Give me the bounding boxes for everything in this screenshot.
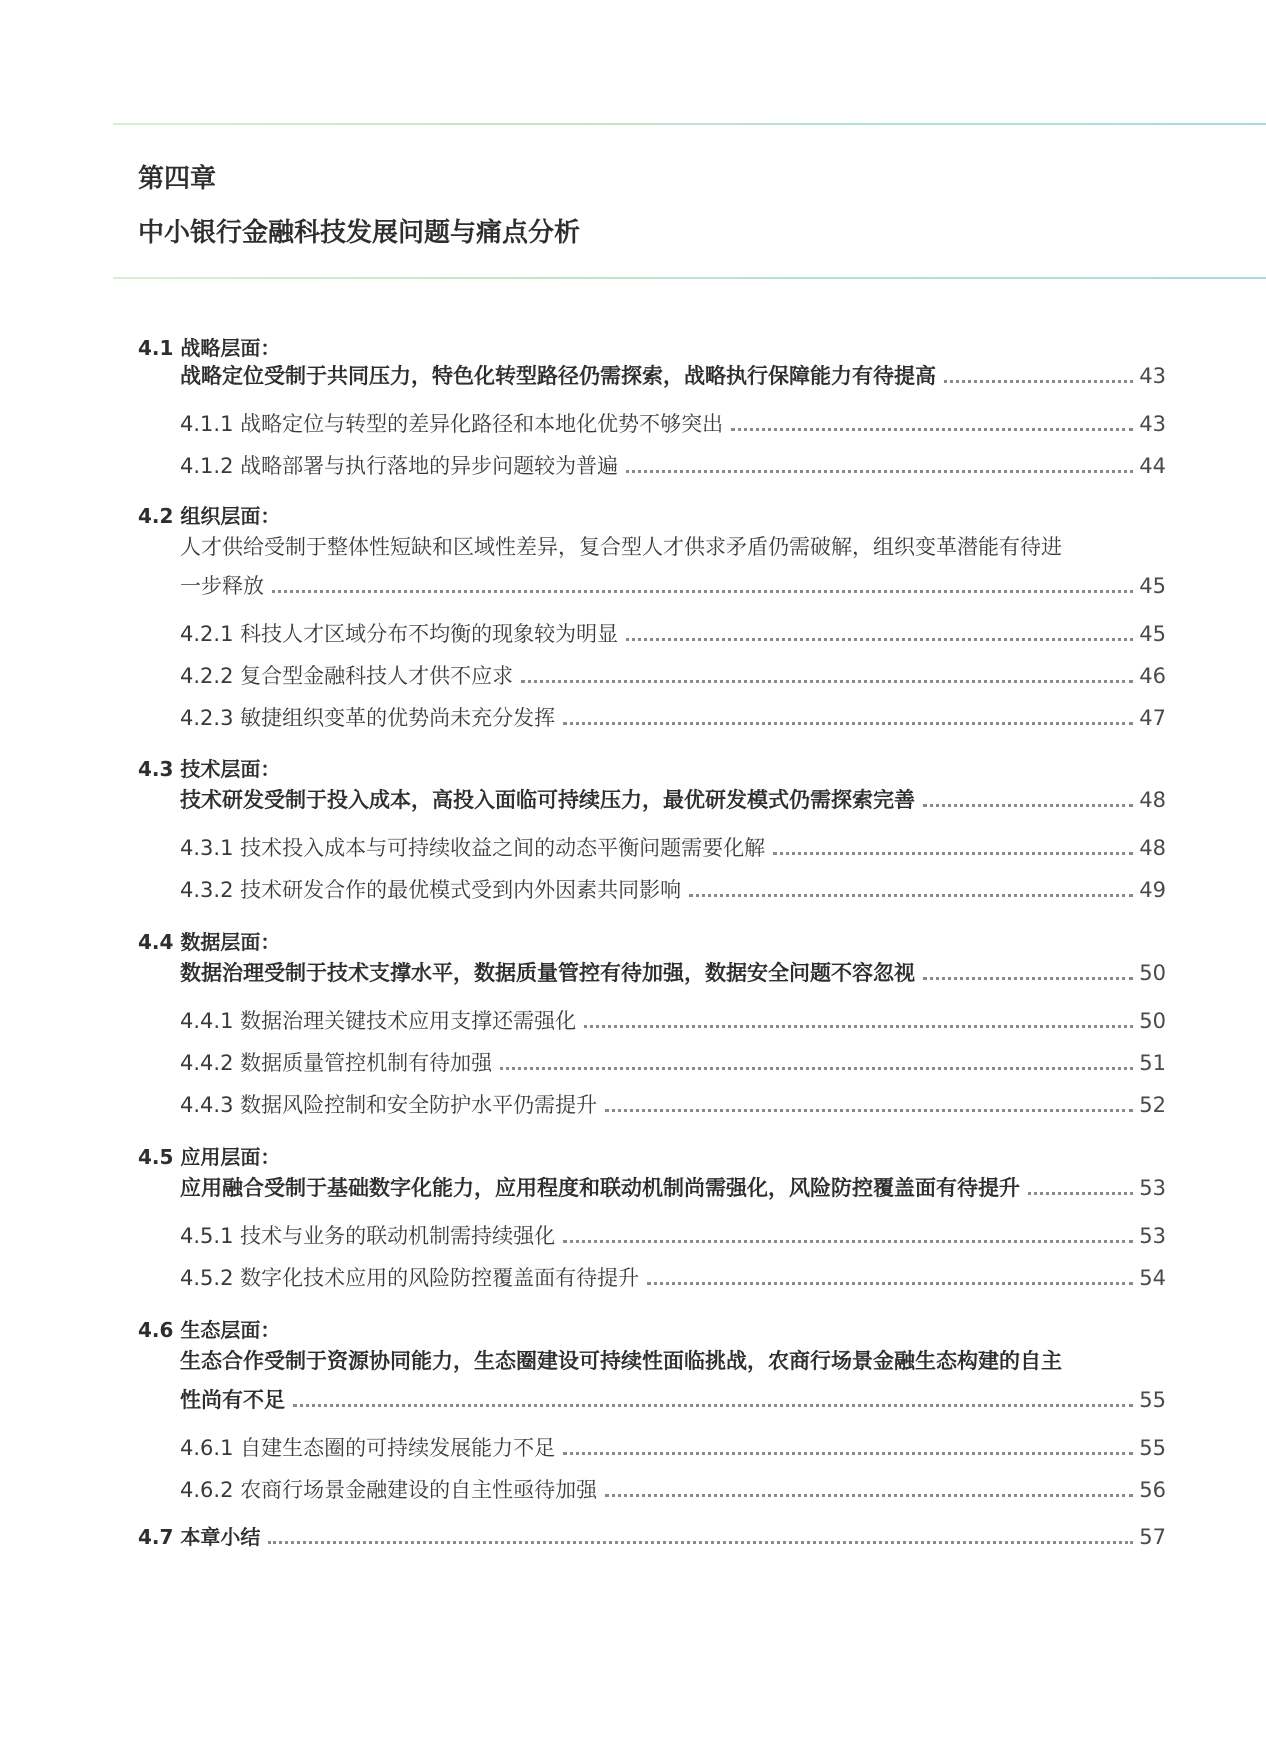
leader-dots <box>626 470 1133 473</box>
leader-dots <box>773 852 1133 855</box>
leader-dots <box>272 590 1133 593</box>
page-number: 43 <box>1139 364 1166 388</box>
toc-entry-4-1-2[interactable]: 4.1.2 战略部署与执行落地的异步问题较为普遍 44 <box>180 454 1166 478</box>
leader-dots <box>605 1494 1133 1497</box>
toc-entry-4-3-1[interactable]: 4.3.1 技术投入成本与可持续收益之间的动态平衡问题需要化解 48 <box>180 836 1166 860</box>
toc-entry-4-4-1[interactable]: 4.4.1 数据治理关键技术应用支撑还需强化 50 <box>180 1009 1166 1033</box>
leader-dots <box>293 1404 1133 1407</box>
page-number: 43 <box>1139 412 1166 436</box>
toc-entry-4-6-summary-line1[interactable]: 生态合作受制于资源协同能力，生态圈建设可持续性面临挑战，农商行场景金融生态构建的自主 <box>180 1349 1062 1373</box>
leader-dots <box>1028 1192 1133 1195</box>
toc-entry-4-4-2[interactable]: 4.4.2 数据质量管控机制有待加强 51 <box>180 1051 1166 1075</box>
leader-dots <box>563 1452 1133 1455</box>
leader-dots <box>563 1240 1133 1243</box>
page-number: 48 <box>1139 836 1166 860</box>
toc-entry-4-3-2[interactable]: 4.3.2 技术研发合作的最优模式受到内外因素共同影响 49 <box>180 878 1166 902</box>
leader-dots <box>268 1541 1133 1544</box>
toc-entry-4-2-summary[interactable]: 一步释放 45 <box>180 574 1166 598</box>
leader-dots <box>923 804 1133 807</box>
page-number: 57 <box>1139 1525 1166 1549</box>
page-number: 51 <box>1139 1051 1166 1075</box>
leader-dots <box>689 894 1133 897</box>
section-heading-4-5: 4.5 应用层面： <box>138 1145 281 1169</box>
page-number: 48 <box>1139 788 1166 812</box>
section-heading-4-4: 4.4 数据层面： <box>138 930 281 954</box>
toc-entry-4-6-2[interactable]: 4.6.2 农商行场景金融建设的自主性亟待加强 56 <box>180 1478 1166 1502</box>
page-number: 45 <box>1139 574 1166 598</box>
chapter-label: 第四章 <box>138 164 217 194</box>
toc-entry-4-2-summary-line1[interactable]: 人才供给受制于整体性短缺和区域性差异，复合型人才供求矛盾仍需破解，组织变革潜能有待进 <box>180 535 1062 559</box>
leader-dots <box>584 1025 1133 1028</box>
toc-entry-4-7[interactable]: 4.7 本章小结 57 <box>138 1525 1166 1549</box>
section-heading-4-2: 4.2 组织层面： <box>138 504 281 528</box>
toc-entry-4-6-summary[interactable]: 性尚有不足 55 <box>180 1388 1166 1412</box>
page-number: 50 <box>1139 1009 1166 1033</box>
page-number: 44 <box>1139 454 1166 478</box>
page-number: 56 <box>1139 1478 1166 1502</box>
leader-dots <box>563 722 1133 725</box>
leader-dots <box>626 638 1133 641</box>
toc-entry-4-1-summary[interactable]: 战略定位受制于共同压力，特色化转型路径仍需探索，战略执行保障能力有待提高 43 <box>180 364 1166 388</box>
toc-entry-4-2-1[interactable]: 4.2.1 科技人才区域分布不均衡的现象较为明显 45 <box>180 622 1166 646</box>
leader-dots <box>731 428 1133 431</box>
toc-entry-4-5-1[interactable]: 4.5.1 技术与业务的联动机制需持续强化 53 <box>180 1224 1166 1248</box>
page-number: 55 <box>1139 1436 1166 1460</box>
chapter-title: 中小银行金融科技发展问题与痛点分析 <box>138 218 581 248</box>
toc-entry-4-5-summary[interactable]: 应用融合受制于基础数字化能力，应用程度和联动机制尚需强化，风险防控覆盖面有待提升 53 <box>180 1176 1166 1200</box>
page-number: 50 <box>1139 961 1166 985</box>
section-heading-4-1: 4.1 战略层面： <box>138 336 281 360</box>
toc-entry-4-2-2[interactable]: 4.2.2 复合型金融科技人才供不应求 46 <box>180 664 1166 688</box>
toc-entry-4-1-1[interactable]: 4.1.1 战略定位与转型的差异化路径和本地化优势不够突出 43 <box>180 412 1166 436</box>
section-heading-4-3: 4.3 技术层面： <box>138 757 281 781</box>
page-number: 55 <box>1139 1388 1166 1412</box>
leader-dots <box>500 1067 1133 1070</box>
page-number: 49 <box>1139 878 1166 902</box>
toc-entry-4-4-summary[interactable]: 数据治理受制于技术支撑水平，数据质量管控有待加强，数据安全问题不容忽视 50 <box>180 961 1166 985</box>
page-number: 53 <box>1139 1176 1166 1200</box>
page-number: 45 <box>1139 622 1166 646</box>
toc-entry-4-5-2[interactable]: 4.5.2 数字化技术应用的风险防控覆盖面有待提升 54 <box>180 1266 1166 1290</box>
toc-entry-4-4-3[interactable]: 4.4.3 数据风险控制和安全防护水平仍需提升 52 <box>180 1093 1166 1117</box>
toc-entry-4-2-3[interactable]: 4.2.3 敏捷组织变革的优势尚未充分发挥 47 <box>180 706 1166 730</box>
section-heading-4-6: 4.6 生态层面： <box>138 1318 281 1342</box>
page-number: 54 <box>1139 1266 1166 1290</box>
leader-dots <box>944 380 1133 383</box>
toc-entry-4-6-1[interactable]: 4.6.1 自建生态圈的可持续发展能力不足 55 <box>180 1436 1166 1460</box>
page-number: 52 <box>1139 1093 1166 1117</box>
page-number: 53 <box>1139 1224 1166 1248</box>
page-number: 46 <box>1139 664 1166 688</box>
leader-dots <box>521 680 1133 683</box>
leader-dots <box>605 1109 1133 1112</box>
leader-dots <box>647 1282 1133 1285</box>
leader-dots <box>923 977 1133 980</box>
toc-entry-4-3-summary[interactable]: 技术研发受制于投入成本，高投入面临可持续压力，最优研发模式仍需探索完善 48 <box>180 788 1166 812</box>
page-number: 47 <box>1139 706 1166 730</box>
